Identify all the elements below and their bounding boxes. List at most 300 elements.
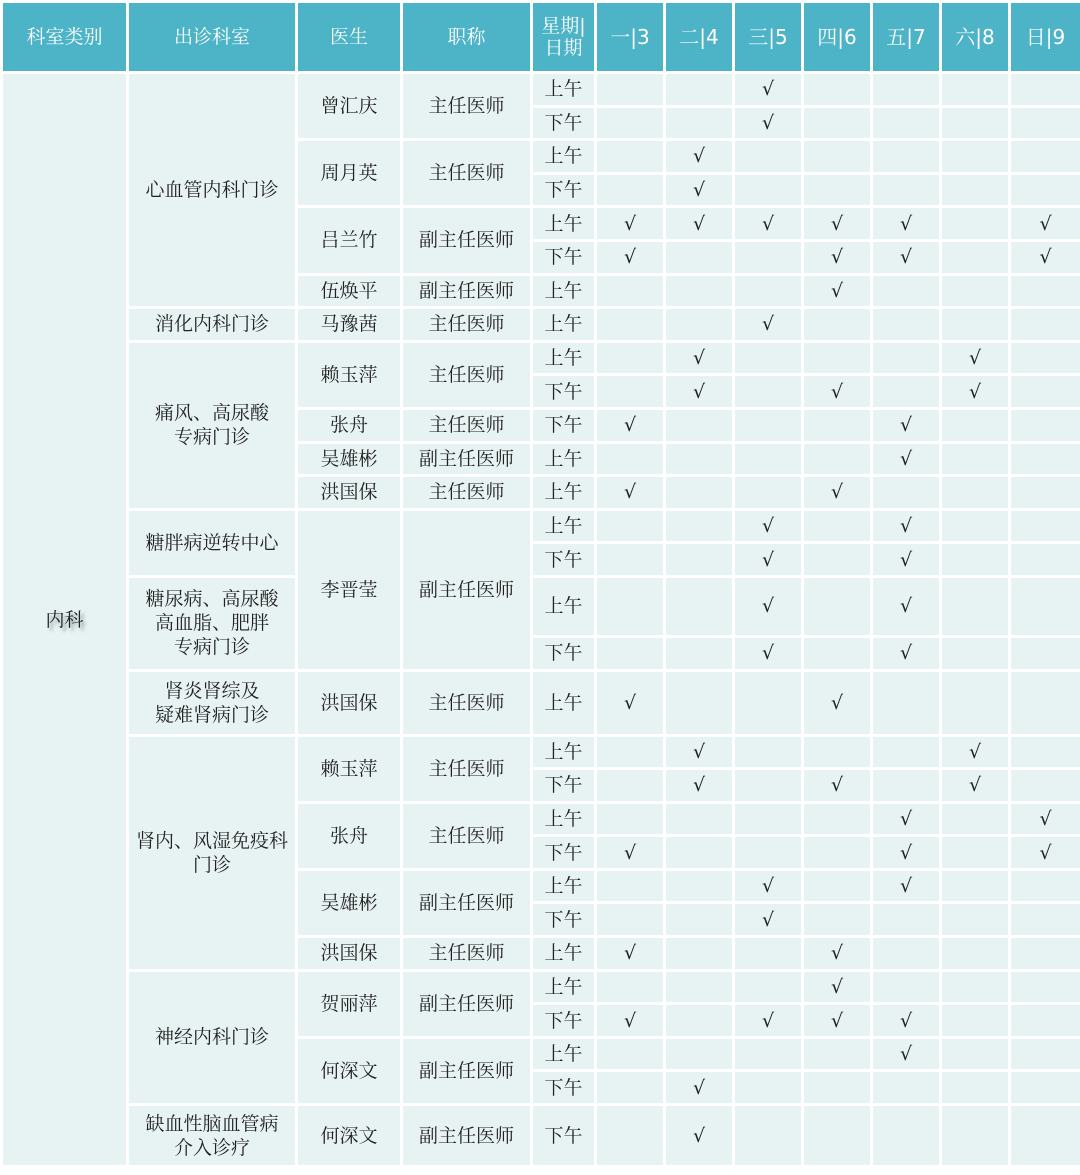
table-row: [2, 735, 1080, 769]
period-cell: 上午: [532, 73, 596, 107]
schedule-empty-cell: [1010, 308, 1080, 342]
header-date-label: 日期: [544, 37, 583, 59]
schedule-empty-cell: [941, 576, 1010, 636]
schedule-empty-cell: [803, 836, 872, 870]
schedule-empty-cell: [803, 903, 872, 937]
table-row: [2, 308, 1080, 342]
schedule-empty-cell: [596, 1105, 665, 1167]
schedule-empty-cell: [596, 442, 665, 476]
schedule-check-mark: √: [872, 802, 941, 836]
doctor-name: 洪国保: [297, 670, 402, 735]
schedule-check-mark: √: [803, 670, 872, 735]
schedule-check-mark: √: [596, 1004, 665, 1038]
schedule-check-mark: √: [665, 769, 734, 803]
schedule-empty-cell: [596, 735, 665, 769]
schedule-empty-cell: [941, 670, 1010, 735]
schedule-empty-cell: [596, 970, 665, 1004]
doctor-title: 主任医师: [402, 802, 532, 869]
schedule-empty-cell: [665, 670, 734, 735]
schedule-empty-cell: [803, 636, 872, 670]
schedule-check-mark: √: [872, 408, 941, 442]
schedule-empty-cell: [872, 73, 941, 107]
schedule-check-mark: √: [665, 1071, 734, 1105]
period-cell: 上午: [532, 207, 596, 241]
period-cell: 下午: [532, 903, 596, 937]
schedule-empty-cell: [596, 802, 665, 836]
schedule-empty-cell: [941, 836, 1010, 870]
schedule-empty-cell: [596, 636, 665, 670]
period-cell: 下午: [532, 1105, 596, 1167]
period-cell: 上午: [532, 476, 596, 510]
doctor-name: 赖玉萍: [297, 341, 402, 408]
schedule-check-mark: √: [941, 769, 1010, 803]
schedule-check-mark: √: [803, 274, 872, 308]
header-day-sat: 六|8: [941, 2, 1010, 73]
schedule-check-mark: √: [872, 207, 941, 241]
schedule-empty-cell: [1010, 106, 1080, 140]
schedule-empty-cell: [941, 106, 1010, 140]
header-weekday-label: 星期|: [541, 15, 586, 37]
schedule-empty-cell: [734, 735, 803, 769]
schedule-empty-cell: [1010, 1004, 1080, 1038]
schedule-empty-cell: [665, 442, 734, 476]
doctor-name: 吴雄彬: [297, 442, 402, 476]
schedule-check-mark: √: [872, 543, 941, 577]
schedule-empty-cell: [1010, 1105, 1080, 1167]
doctor-name: 周月英: [297, 140, 402, 207]
schedule-empty-cell: [941, 240, 1010, 274]
schedule-empty-cell: [1010, 735, 1080, 769]
schedule-empty-cell: [872, 140, 941, 174]
schedule-empty-cell: [941, 1004, 1010, 1038]
schedule-empty-cell: [803, 869, 872, 903]
schedule-empty-cell: [941, 207, 1010, 241]
schedule-empty-cell: [665, 970, 734, 1004]
schedule-empty-cell: [665, 636, 734, 670]
period-cell: 上午: [532, 937, 596, 971]
table-row: [2, 670, 1080, 735]
schedule-check-mark: √: [803, 476, 872, 510]
schedule-empty-cell: [596, 576, 665, 636]
schedule-empty-cell: [803, 106, 872, 140]
doctor-title: 副主任医师: [402, 207, 532, 274]
schedule-empty-cell: [596, 73, 665, 107]
schedule-empty-cell: [803, 1071, 872, 1105]
schedule-empty-cell: [941, 274, 1010, 308]
period-cell: 上午: [532, 576, 596, 636]
schedule-empty-cell: [1010, 509, 1080, 543]
schedule-check-mark: √: [665, 341, 734, 375]
schedule-empty-cell: [803, 442, 872, 476]
schedule-empty-cell: [596, 869, 665, 903]
schedule-empty-cell: [872, 173, 941, 207]
header-day-tue: 二|4: [665, 2, 734, 73]
doctor-title: 副主任医师: [402, 1037, 532, 1104]
period-cell: 下午: [532, 1071, 596, 1105]
schedule-empty-cell: [941, 173, 1010, 207]
doctor-title: 主任医师: [402, 937, 532, 971]
schedule-empty-cell: [665, 543, 734, 577]
schedule-empty-cell: [596, 375, 665, 409]
doctor-title: 副主任医师: [402, 970, 532, 1037]
schedule-empty-cell: [872, 1105, 941, 1167]
doctor-name: 吕兰竹: [297, 207, 402, 274]
schedule-empty-cell: [803, 308, 872, 342]
period-cell: 下午: [532, 836, 596, 870]
schedule-empty-cell: [596, 106, 665, 140]
schedule-check-mark: √: [803, 375, 872, 409]
schedule-empty-cell: [1010, 375, 1080, 409]
schedule-check-mark: √: [872, 509, 941, 543]
period-cell: 下午: [532, 543, 596, 577]
schedule-empty-cell: [665, 308, 734, 342]
period-cell: 下午: [532, 106, 596, 140]
table-row: [2, 576, 1080, 636]
schedule-check-mark: √: [734, 73, 803, 107]
schedule-empty-cell: [1010, 769, 1080, 803]
schedule-check-mark: √: [941, 341, 1010, 375]
schedule-empty-cell: [1010, 903, 1080, 937]
schedule-check-mark: √: [872, 636, 941, 670]
schedule-empty-cell: [734, 476, 803, 510]
schedule-check-mark: √: [1010, 240, 1080, 274]
schedule-empty-cell: [803, 543, 872, 577]
schedule-check-mark: √: [665, 207, 734, 241]
doctor-name: 马豫茜: [297, 308, 402, 342]
schedule-empty-cell: [1010, 1037, 1080, 1071]
schedule-empty-cell: [941, 476, 1010, 510]
schedule-empty-cell: [872, 735, 941, 769]
period-cell: 下午: [532, 1004, 596, 1038]
schedule-empty-cell: [872, 970, 941, 1004]
schedule-empty-cell: [665, 836, 734, 870]
schedule-check-mark: √: [872, 442, 941, 476]
header-doctor: 医生: [297, 2, 402, 73]
schedule-empty-cell: [665, 869, 734, 903]
header-weekday-date: [532, 2, 596, 73]
period-cell: 下午: [532, 636, 596, 670]
schedule-check-mark: √: [734, 903, 803, 937]
schedule-check-mark: √: [665, 375, 734, 409]
schedule-empty-cell: [941, 140, 1010, 174]
table-row: [2, 73, 1080, 107]
schedule-empty-cell: [872, 375, 941, 409]
schedule-empty-cell: [665, 408, 734, 442]
schedule-body: [2, 73, 1080, 1167]
schedule-empty-cell: [941, 1037, 1010, 1071]
period-cell: 上午: [532, 274, 596, 308]
schedule-check-mark: √: [734, 543, 803, 577]
schedule-empty-cell: [734, 240, 803, 274]
department-cell: 糖胖病逆转中心: [128, 509, 297, 576]
schedule-check-mark: √: [803, 1004, 872, 1038]
schedule-empty-cell: [941, 73, 1010, 107]
schedule-empty-cell: [803, 140, 872, 174]
schedule-empty-cell: [596, 1071, 665, 1105]
schedule-empty-cell: [803, 802, 872, 836]
schedule-empty-cell: [941, 903, 1010, 937]
schedule-empty-cell: [665, 240, 734, 274]
schedule-check-mark: √: [803, 769, 872, 803]
schedule-empty-cell: [872, 903, 941, 937]
schedule-empty-cell: [872, 106, 941, 140]
table-row: [2, 341, 1080, 375]
header-day-mon: 一|3: [596, 2, 665, 73]
schedule-empty-cell: [734, 375, 803, 409]
schedule-check-mark: √: [1010, 802, 1080, 836]
schedule-empty-cell: [734, 1037, 803, 1071]
schedule-empty-cell: [1010, 636, 1080, 670]
schedule-check-mark: √: [734, 1004, 803, 1038]
schedule-empty-cell: [872, 670, 941, 735]
schedule-empty-cell: [665, 476, 734, 510]
period-cell: 下午: [532, 769, 596, 803]
schedule-empty-cell: [665, 106, 734, 140]
schedule-empty-cell: [596, 903, 665, 937]
doctor-name: 吴雄彬: [297, 869, 402, 936]
period-cell: 上午: [532, 869, 596, 903]
schedule-check-mark: √: [872, 836, 941, 870]
schedule-empty-cell: [596, 509, 665, 543]
schedule-check-mark: √: [872, 869, 941, 903]
department-cell: 消化内科门诊: [128, 308, 297, 342]
table-row: [2, 509, 1080, 543]
doctor-name: 李晋莹: [297, 509, 402, 670]
schedule-empty-cell: [803, 341, 872, 375]
schedule-check-mark: √: [665, 1105, 734, 1167]
doctor-name: 张舟: [297, 802, 402, 869]
schedule-empty-cell: [596, 173, 665, 207]
header-day-sun: 日|9: [1010, 2, 1080, 73]
schedule-empty-cell: [734, 836, 803, 870]
schedule-empty-cell: [803, 173, 872, 207]
department-cell: 糖尿病、高尿酸 高血脂、肥胖 专病门诊: [128, 576, 297, 670]
doctor-title: 主任医师: [402, 73, 532, 140]
doctor-name: 何深文: [297, 1105, 402, 1167]
schedule-check-mark: √: [596, 207, 665, 241]
schedule-check-mark: √: [734, 308, 803, 342]
schedule-check-mark: √: [596, 836, 665, 870]
schedule-empty-cell: [734, 1071, 803, 1105]
schedule-empty-cell: [941, 636, 1010, 670]
period-cell: 下午: [532, 240, 596, 274]
schedule-empty-cell: [941, 442, 1010, 476]
schedule-empty-cell: [872, 937, 941, 971]
schedule-empty-cell: [665, 73, 734, 107]
schedule-empty-cell: [665, 274, 734, 308]
schedule-empty-cell: [665, 509, 734, 543]
schedule-check-mark: √: [596, 408, 665, 442]
doctor-title: 主任医师: [402, 476, 532, 510]
schedule-check-mark: √: [734, 207, 803, 241]
period-cell: 上午: [532, 735, 596, 769]
schedule-empty-cell: [1010, 442, 1080, 476]
table-row: [2, 970, 1080, 1004]
schedule-check-mark: √: [734, 509, 803, 543]
department-cell: 肾炎肾综及 疑难肾病门诊: [128, 670, 297, 735]
schedule-empty-cell: [1010, 869, 1080, 903]
schedule-empty-cell: [1010, 73, 1080, 107]
schedule-empty-cell: [734, 442, 803, 476]
schedule-empty-cell: [1010, 408, 1080, 442]
doctor-title: 主任医师: [402, 341, 532, 408]
doctor-title: 主任医师: [402, 408, 532, 442]
schedule-check-mark: √: [803, 207, 872, 241]
schedule-check-mark: √: [872, 240, 941, 274]
schedule-empty-cell: [665, 576, 734, 636]
period-cell: 上午: [532, 970, 596, 1004]
period-cell: 上午: [532, 442, 596, 476]
schedule-empty-cell: [734, 1105, 803, 1167]
schedule-empty-cell: [941, 308, 1010, 342]
schedule-empty-cell: [596, 1037, 665, 1071]
schedule-empty-cell: [596, 308, 665, 342]
doctor-title: 主任医师: [402, 308, 532, 342]
schedule-empty-cell: [941, 869, 1010, 903]
schedule-empty-cell: [941, 802, 1010, 836]
schedule-empty-cell: [941, 1071, 1010, 1105]
schedule-empty-cell: [596, 341, 665, 375]
schedule-empty-cell: [596, 769, 665, 803]
period-cell: 上午: [532, 1037, 596, 1071]
header-day-fri: 五|7: [872, 2, 941, 73]
schedule-empty-cell: [734, 670, 803, 735]
schedule-check-mark: √: [803, 937, 872, 971]
schedule-check-mark: √: [734, 106, 803, 140]
schedule-check-mark: √: [872, 1037, 941, 1071]
doctor-title: 主任医师: [402, 735, 532, 802]
schedule-check-mark: √: [1010, 207, 1080, 241]
department-cell: 痛风、高尿酸 专病门诊: [128, 341, 297, 509]
header-department: 出诊科室: [128, 2, 297, 73]
doctor-title: 副主任医师: [402, 442, 532, 476]
department-cell: 心血管内科门诊: [128, 73, 297, 308]
period-cell: 下午: [532, 173, 596, 207]
period-cell: 上午: [532, 670, 596, 735]
schedule-empty-cell: [1010, 140, 1080, 174]
schedule-empty-cell: [665, 802, 734, 836]
schedule-empty-cell: [941, 543, 1010, 577]
doctor-name: 贺丽萍: [297, 970, 402, 1037]
schedule-check-mark: √: [872, 576, 941, 636]
department-cell: 缺血性脑血管病 介入诊疗: [128, 1105, 297, 1167]
schedule-empty-cell: [596, 140, 665, 174]
doctor-name: 洪国保: [297, 476, 402, 510]
department-cell: 神经内科门诊: [128, 970, 297, 1104]
schedule-empty-cell: [734, 140, 803, 174]
schedule-empty-cell: [734, 408, 803, 442]
doctor-title: 主任医师: [402, 140, 532, 207]
schedule-empty-cell: [803, 735, 872, 769]
schedule-empty-cell: [596, 543, 665, 577]
schedule-empty-cell: [1010, 970, 1080, 1004]
schedule-empty-cell: [1010, 1071, 1080, 1105]
schedule-check-mark: √: [665, 173, 734, 207]
schedule-empty-cell: [734, 274, 803, 308]
schedule-empty-cell: [1010, 543, 1080, 577]
doctor-name: 曾汇庆: [297, 73, 402, 140]
period-cell: 上午: [532, 509, 596, 543]
table-row: [2, 1105, 1080, 1167]
category-cell: [2, 73, 128, 1167]
schedule-check-mark: √: [596, 476, 665, 510]
schedule-empty-cell: [734, 173, 803, 207]
doctor-name: 何深文: [297, 1037, 402, 1104]
schedule-check-mark: √: [734, 576, 803, 636]
doctor-name: 赖玉萍: [297, 735, 402, 802]
doctor-title: 副主任医师: [402, 274, 532, 308]
schedule-empty-cell: [803, 1105, 872, 1167]
schedule-empty-cell: [1010, 173, 1080, 207]
schedule-empty-cell: [1010, 670, 1080, 735]
schedule-empty-cell: [734, 937, 803, 971]
doctor-name: 洪国保: [297, 937, 402, 971]
schedule-check-mark: √: [803, 970, 872, 1004]
doctor-title: 副主任医师: [402, 509, 532, 670]
schedule-empty-cell: [872, 476, 941, 510]
schedule-empty-cell: [803, 73, 872, 107]
schedule-empty-cell: [665, 903, 734, 937]
schedule-empty-cell: [872, 341, 941, 375]
schedule-empty-cell: [734, 970, 803, 1004]
schedule-empty-cell: [596, 274, 665, 308]
schedule-check-mark: √: [734, 636, 803, 670]
header-day-wed: 三|5: [734, 2, 803, 73]
schedule-check-mark: √: [941, 375, 1010, 409]
header-category: 科室类别: [2, 2, 128, 73]
schedule-empty-cell: [1010, 476, 1080, 510]
schedule-empty-cell: [1010, 341, 1080, 375]
period-cell: 上午: [532, 308, 596, 342]
doctor-title: 主任医师: [402, 670, 532, 735]
schedule-empty-cell: [803, 509, 872, 543]
doctor-name: 张舟: [297, 408, 402, 442]
schedule-empty-cell: [734, 341, 803, 375]
schedule-empty-cell: [941, 408, 1010, 442]
schedule-empty-cell: [872, 308, 941, 342]
schedule-empty-cell: [1010, 576, 1080, 636]
doctor-title: 副主任医师: [402, 1105, 532, 1167]
schedule-check-mark: √: [665, 140, 734, 174]
department-cell: 肾内、风湿免疫科 门诊: [128, 735, 297, 970]
schedule-empty-cell: [941, 1105, 1010, 1167]
schedule-empty-cell: [872, 1071, 941, 1105]
schedule-check-mark: √: [596, 670, 665, 735]
schedule-empty-cell: [665, 1037, 734, 1071]
period-cell: 上午: [532, 140, 596, 174]
header-title: 职称: [402, 2, 532, 73]
schedule-empty-cell: [941, 509, 1010, 543]
schedule-empty-cell: [734, 802, 803, 836]
schedule-empty-cell: [872, 769, 941, 803]
schedule-check-mark: √: [734, 869, 803, 903]
schedule-check-mark: √: [596, 937, 665, 971]
period-cell: 上午: [532, 802, 596, 836]
period-cell: 上午: [532, 341, 596, 375]
schedule-check-mark: √: [596, 240, 665, 274]
doctor-name: 伍焕平: [297, 274, 402, 308]
schedule-check-mark: √: [665, 735, 734, 769]
header-row: [2, 2, 1080, 73]
schedule-empty-cell: [803, 408, 872, 442]
schedule-empty-cell: [872, 274, 941, 308]
schedule-empty-cell: [1010, 274, 1080, 308]
category-label: 内科: [45, 608, 84, 631]
schedule-empty-cell: [665, 1004, 734, 1038]
schedule-check-mark: √: [1010, 836, 1080, 870]
schedule-empty-cell: [734, 769, 803, 803]
schedule-check-mark: √: [803, 240, 872, 274]
